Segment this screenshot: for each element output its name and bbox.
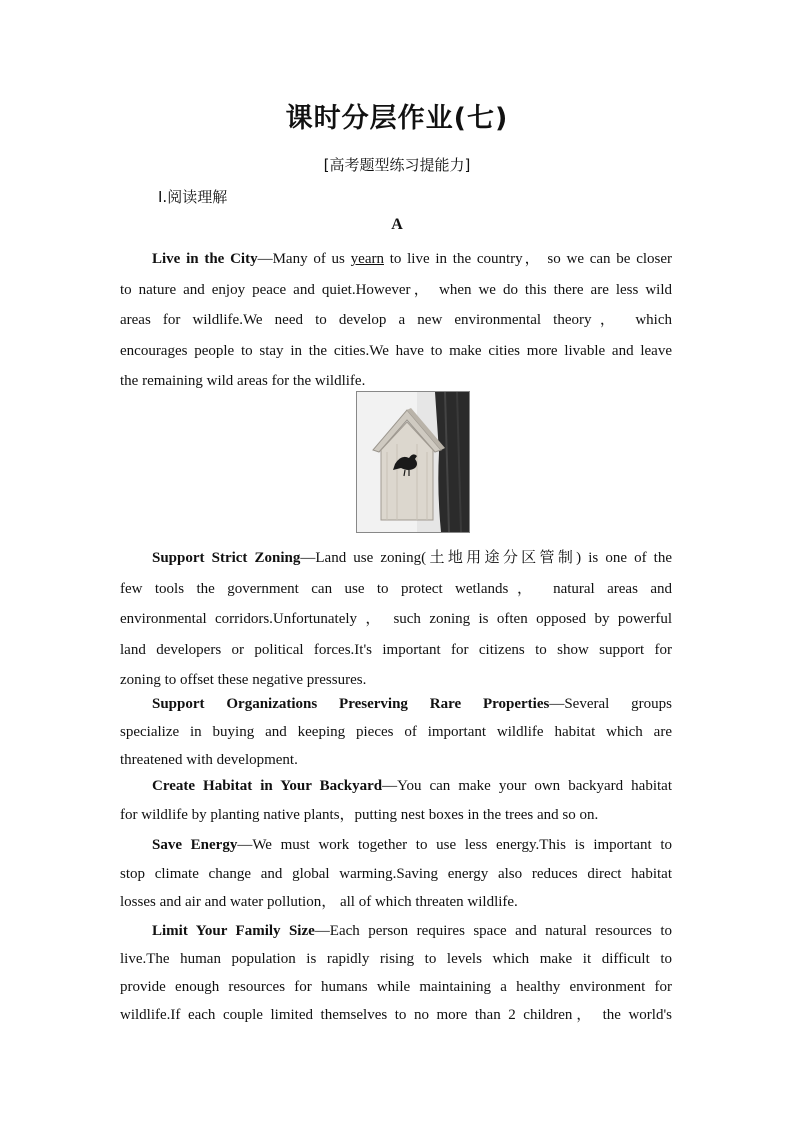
paragraph-line: land developers or political forces.It's important for citizens to show support for <box>120 641 672 658</box>
paragraph-rare-properties <box>120 690 672 774</box>
paragraph-line: zoning to offset these negative pressures. <box>120 672 367 688</box>
paragraph-family-size <box>120 917 672 1029</box>
paragraph-heading: Create Habitat in Your Backyard <box>152 778 383 794</box>
section-heading: Ⅰ.阅读理解 <box>158 188 228 206</box>
paragraph-heading: Save Energy <box>152 837 238 853</box>
paragraph-backyard-habitat <box>120 772 672 830</box>
paragraph-line: live.The human population is rapidly rising to levels which make it difficult to <box>120 951 672 967</box>
birdhouse-photo-icon <box>357 392 469 532</box>
paragraph-heading: Limit Your Family Size <box>152 923 315 939</box>
paragraph-line: for wildlife by planting native plants，putting nest boxes in the trees and so on. <box>120 807 599 823</box>
paragraph-line <box>120 690 672 718</box>
paragraph-heading: Support Strict Zoning <box>152 550 301 566</box>
line-text: —You can make your own backyard habitat <box>382 778 672 794</box>
birdhouse-image <box>356 391 470 533</box>
paragraph-line: provide enough resources for humans while maintaining a healthy environment for <box>120 979 672 995</box>
paragraph-heading: Live in the City <box>152 251 258 267</box>
paragraph-line <box>120 917 672 945</box>
paragraph-line: the remaining wild areas for the wildlife. <box>120 373 366 389</box>
passage-label: A <box>391 216 403 233</box>
paragraph-line <box>120 244 672 275</box>
paragraph-line: stop climate change and global warming.Saving energy also reduces direct habitat <box>120 865 672 882</box>
line-text: —Each person requires space and natural resources to <box>314 923 672 939</box>
paragraph-live-in-city <box>120 244 672 397</box>
paragraph-strict-zoning <box>120 543 672 696</box>
page-subtitle: [高考题型练习提能力] <box>323 156 471 174</box>
line-text: to live in the country， so we can be closer <box>383 251 673 267</box>
paragraph-save-energy <box>120 831 672 917</box>
paragraph-line: few tools the government can use to protect wetlands， natural areas and <box>120 580 672 597</box>
paragraph-heading: Support Organizations Preserving Rare Properties <box>152 696 550 712</box>
paragraph-line <box>120 772 672 801</box>
paragraph-line: losses and air and water pollution， all of which threaten wildlife. <box>120 894 518 910</box>
paragraph-line: environmental corridors.Unfortunately ， such zoning is often opposed by powerful <box>120 611 672 627</box>
line-text: —We must work together to use less energy.This is important to <box>237 837 672 853</box>
paragraph-line <box>120 543 672 574</box>
underlined-word: yearn <box>350 251 384 267</box>
paragraph-line: areas for wildlife.We need to develop a new environmental theory， which <box>120 312 672 328</box>
line-text: —Several groups <box>549 696 672 712</box>
paragraph-line: specialize in buying and keeping pieces of important wildlife habitat which are <box>120 724 672 740</box>
paragraph-line: wildlife.If each couple limited themselves to no more than 2 children， the world's <box>120 1007 672 1023</box>
paragraph-line: encourages people to stay in the cities.We have to make cities more livable and leave <box>120 342 672 359</box>
paragraph-line <box>120 831 672 860</box>
page-title: 课时分层作业(七) <box>285 103 509 134</box>
paragraph-line: threatened with development. <box>120 752 298 768</box>
line-text: —Land use zoning(土地用途分区管制) is one of the <box>300 550 672 566</box>
paragraph-line: to nature and enjoy peace and quiet.However， when we do this there are less wild <box>120 281 672 298</box>
line-text: —Many of us <box>257 251 351 267</box>
